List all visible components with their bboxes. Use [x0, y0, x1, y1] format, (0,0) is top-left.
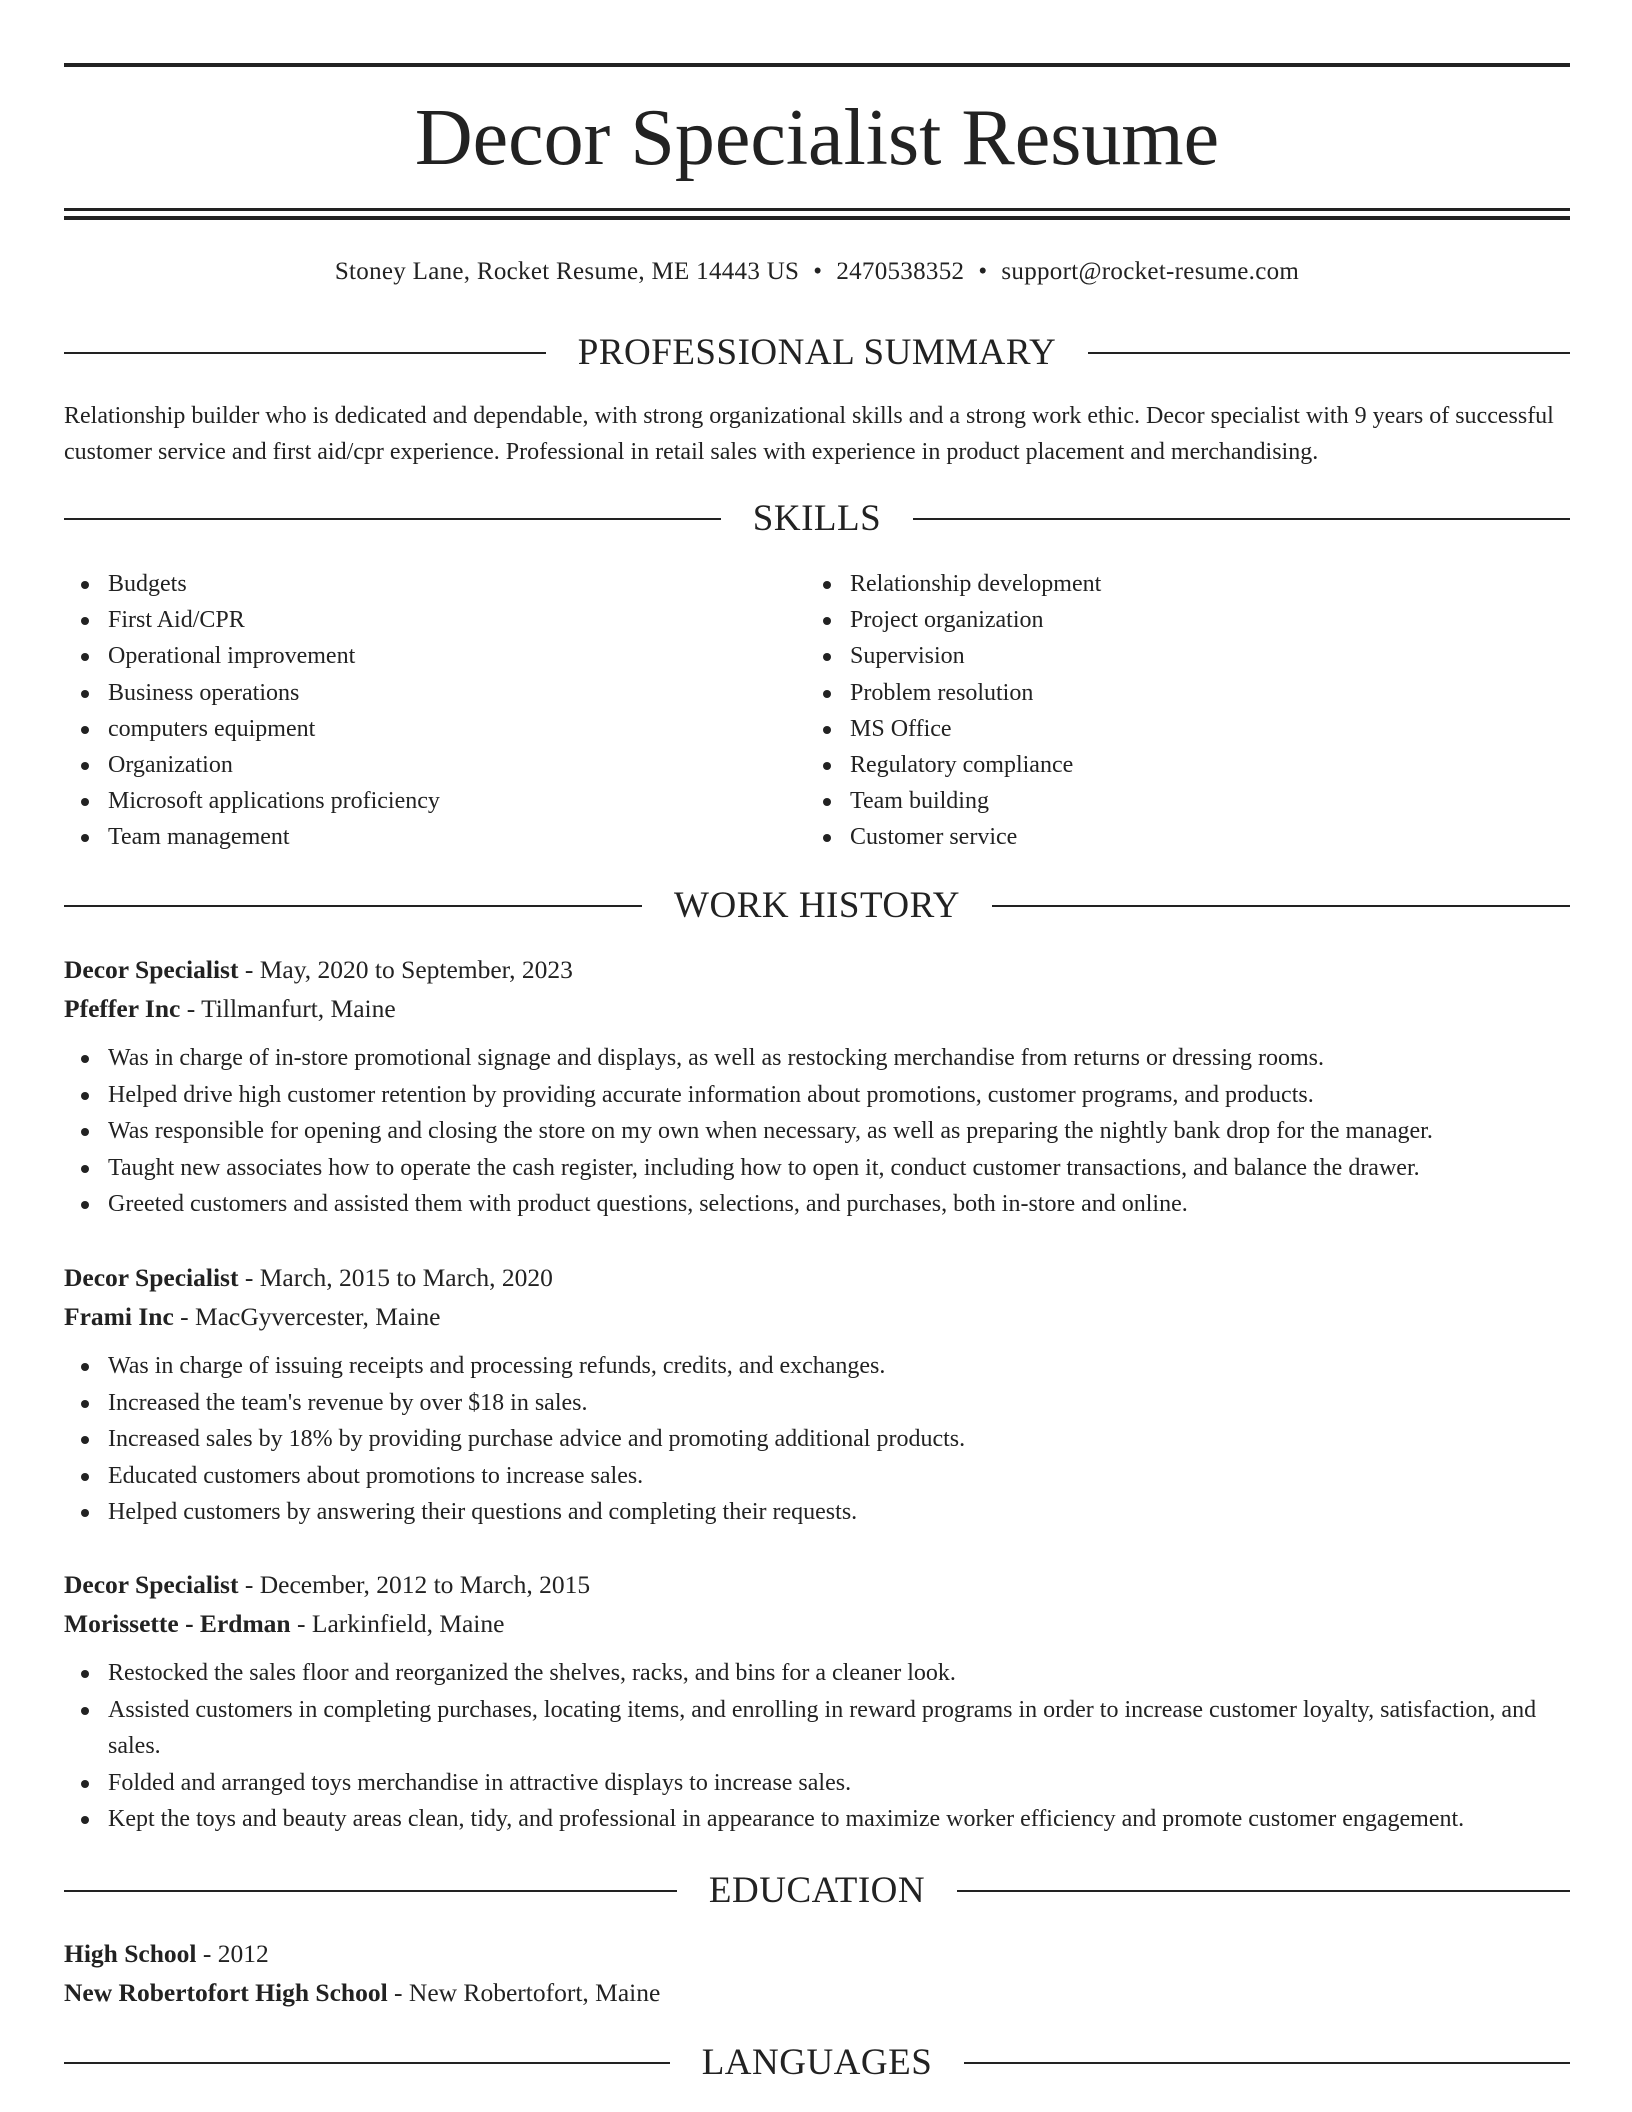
skill-item: Relationship development: [850, 566, 1101, 602]
skill-item: Organization: [108, 747, 440, 783]
job-bullet: Was in charge of issuing receipts and processing refunds, credits, and exchanges.: [108, 1348, 1570, 1385]
job-bullet: Helped drive high customer retention by providing accurate information about promotions, customer programs, and products.: [108, 1077, 1570, 1114]
skill-item: Budgets: [108, 566, 440, 602]
job-bullet: Educated customers about promotions to increase sales.: [108, 1458, 1570, 1495]
education-entry: [64, 1934, 1570, 2012]
job-location: - MacGyvercester, Maine: [173, 1302, 441, 1331]
section-heading-education: [64, 1868, 1570, 1914]
title-rule-upper: [64, 208, 1570, 211]
skills-list-left: [64, 566, 440, 856]
job-dates: - May, 2020 to September, 2023: [238, 955, 573, 984]
education-school: New Robertofort High School: [64, 1978, 388, 2007]
job-bullet: Increased sales by 18% by providing purchase advice and promoting additional products.: [108, 1421, 1570, 1458]
job-bullet: Folded and arranged toys merchandise in attractive displays to increase sales.: [108, 1765, 1570, 1802]
skills-list-right: [806, 566, 1101, 856]
skill-item: Team management: [108, 819, 440, 855]
job-company: Morissette - Erdman: [64, 1609, 291, 1638]
heading-rule: [1088, 352, 1570, 354]
education-location: - New Robertofort, Maine: [387, 1978, 661, 2007]
contact-line: [64, 252, 1570, 292]
job-bullet: Increased the team's revenue by over $18 in sales.: [108, 1385, 1570, 1422]
section-heading-summary: [64, 330, 1570, 376]
contact-phone: 2470538352: [836, 258, 965, 285]
job-bullet: Was responsible for opening and closing the store on my own when necessary, as well as preparing the nightly bank drop for the manager.: [108, 1113, 1570, 1150]
job-location: - Larkinfield, Maine: [290, 1609, 505, 1638]
section-title: LANGUAGES: [701, 2042, 933, 2083]
job-bullet: Restocked the sales floor and reorganized the shelves, racks, and bins for a cleaner look.: [108, 1655, 1570, 1692]
top-rule: [64, 63, 1570, 67]
section-heading-skills: [64, 496, 1570, 542]
job-bullets: [64, 1655, 1570, 1838]
contact-email: support@rocket-resume.com: [1001, 258, 1300, 285]
job-company: Frami Inc: [64, 1302, 174, 1331]
skill-item: computers equipment: [108, 711, 440, 747]
skill-item: Business operations: [108, 675, 440, 711]
job-bullet: Helped customers by answering their questions and completing their requests.: [108, 1494, 1570, 1531]
job-bullet: Was in charge of in-store promotional signage and displays, as well as restocking merchandise from returns or dressing rooms.: [108, 1040, 1570, 1077]
section-title: EDUCATION: [708, 1870, 926, 1911]
heading-rule: [64, 352, 546, 354]
section-title: WORK HISTORY: [674, 885, 960, 926]
job-entry: [64, 1565, 1570, 1838]
contact-separator: •: [978, 258, 988, 285]
job-location: - Tillmanfurt, Maine: [180, 994, 396, 1023]
skill-item: Supervision: [850, 638, 1101, 674]
job-title: Decor Specialist: [64, 1263, 239, 1292]
section-heading-work: [64, 883, 1570, 929]
skill-item: Team building: [850, 783, 1101, 819]
summary-text: Relationship builder who is dedicated and dependable, with strong organizational skills and a strong work ethic. Decor specialist with 9 years of successful customer service and first aid/cpr experience. Professional in retail sales with experience in product placement and merchandising.: [64, 403, 1554, 465]
job-bullets: [64, 1040, 1570, 1223]
job-company: Pfeffer Inc: [64, 994, 181, 1023]
job-bullet: Assisted customers in completing purchases, locating items, and enrolling in reward programs in order to increase customer loyalty, satisfaction, and sales.: [108, 1692, 1570, 1765]
job-entry: [64, 1258, 1570, 1531]
title-rule-lower: [64, 216, 1570, 220]
job-entry: [64, 950, 1570, 1223]
heading-rule: [64, 518, 721, 520]
heading-rule: [992, 905, 1570, 907]
job-bullet: Greeted customers and assisted them with product questions, selections, and purchases, both in-store and online.: [108, 1186, 1570, 1223]
education-degree: High School: [64, 1939, 197, 1968]
heading-rule: [64, 2062, 670, 2064]
skill-item: Project organization: [850, 602, 1101, 638]
section-title: SKILLS: [752, 498, 882, 539]
job-title: Decor Specialist: [64, 955, 239, 984]
job-dates: - March, 2015 to March, 2020: [238, 1263, 553, 1292]
skill-item: Microsoft applications proficiency: [108, 783, 440, 819]
skill-item: Problem resolution: [850, 675, 1101, 711]
heading-rule: [64, 905, 642, 907]
heading-rule: [957, 1890, 1570, 1892]
job-dates: - December, 2012 to March, 2015: [238, 1570, 591, 1599]
skill-item: MS Office: [850, 711, 1101, 747]
job-bullets: [64, 1348, 1570, 1531]
resume-title: Decor Specialist Resume: [414, 94, 1220, 182]
skill-item: Customer service: [850, 819, 1101, 855]
skill-item: First Aid/CPR: [108, 602, 440, 638]
skill-item: Operational improvement: [108, 638, 440, 674]
section-heading-languages: [64, 2040, 1570, 2086]
job-title: Decor Specialist: [64, 1570, 239, 1599]
heading-rule: [913, 518, 1570, 520]
heading-rule: [964, 2062, 1570, 2064]
job-bullet: Taught new associates how to operate the cash register, including how to open it, conduct customer transactions, and balance the drawer.: [108, 1150, 1570, 1187]
contact-address: Stoney Lane, Rocket Resume, ME 14443 US: [334, 258, 800, 285]
job-bullet: Kept the toys and beauty areas clean, tidy, and professional in appearance to maximize worker efficiency and promote customer engagement.: [108, 1801, 1570, 1838]
section-title: PROFESSIONAL SUMMARY: [577, 332, 1057, 373]
contact-separator: •: [813, 258, 823, 285]
heading-rule: [64, 1890, 677, 1892]
skill-item: Regulatory compliance: [850, 747, 1101, 783]
education-year: - 2012: [196, 1939, 269, 1968]
